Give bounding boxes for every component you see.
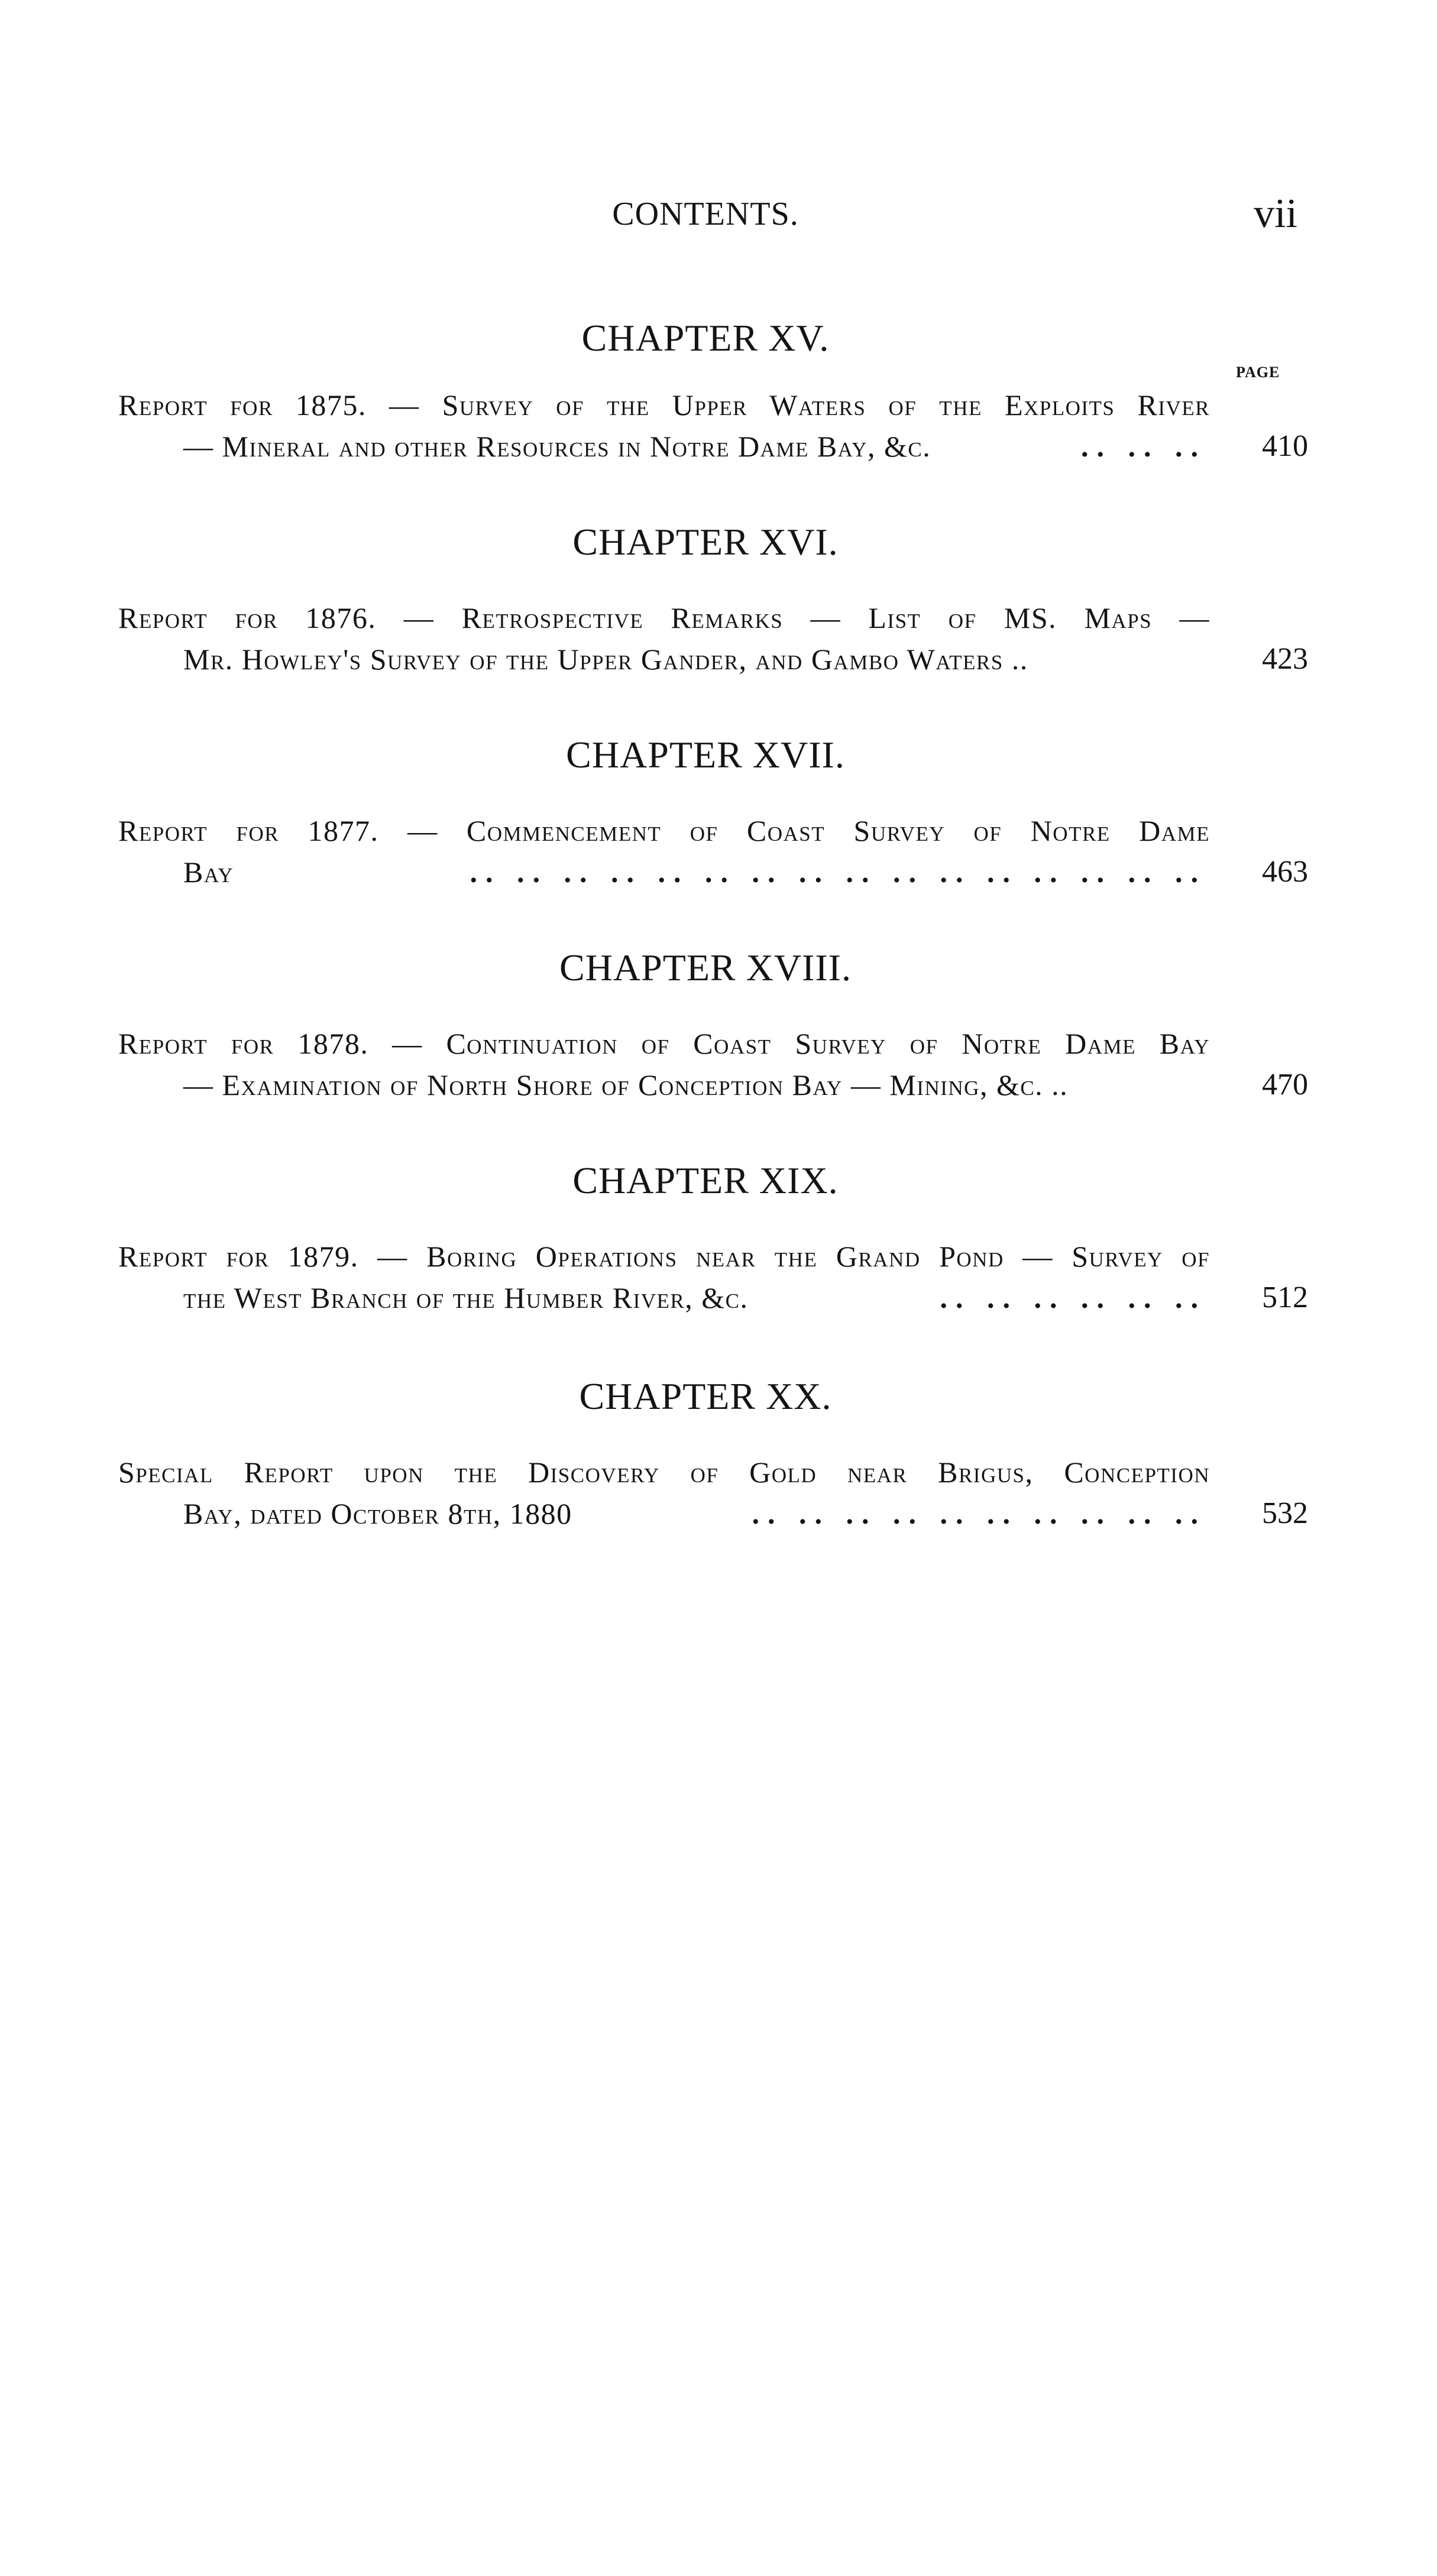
entry-title-continued: the West Branch of the Humber River, &c. xyxy=(183,1281,749,1314)
entry-title: Report for 1877. — Commencement of Coast Survey of Notre Dame xyxy=(118,814,1210,847)
entry-line xyxy=(118,851,1308,893)
entry-title: Special Report upon the Discovery of Gold near Brigus, Conception xyxy=(118,1456,1210,1489)
entry-page-number: 470 xyxy=(1262,1068,1308,1101)
page-folio: vii xyxy=(1254,191,1297,236)
dot-leaders: .. .. .. .. .. .. .. .. .. .. .. .. .. .. .. .. xyxy=(470,856,1206,889)
running-head xyxy=(118,191,1297,248)
dot-leaders: .. .. .. .. .. .. .. .. .. .. xyxy=(752,1497,1206,1530)
entry-line xyxy=(118,639,1308,680)
entry-line xyxy=(118,426,1308,467)
toc-entry[interactable] xyxy=(118,810,1308,893)
chapter-heading: CHAPTER XV. xyxy=(581,317,830,359)
entry-line xyxy=(118,597,1301,639)
toc-entry[interactable] xyxy=(118,384,1308,467)
entry-page-number: 532 xyxy=(1262,1496,1308,1530)
toc-entry[interactable] xyxy=(118,1451,1308,1534)
entry-line xyxy=(118,1023,1301,1064)
dot-leaders: .. .. .. .. .. .. xyxy=(940,1281,1206,1314)
toc-entry[interactable] xyxy=(118,1023,1308,1106)
chapter-heading: CHAPTER XVII. xyxy=(566,734,845,776)
entry-line xyxy=(118,1064,1308,1106)
chapter-heading: CHAPTER XVIII. xyxy=(559,947,852,989)
page-column-label: PAGE xyxy=(1236,364,1280,381)
chapter-heading: CHAPTER XX. xyxy=(579,1375,832,1417)
entry-page-number: 463 xyxy=(1262,855,1308,889)
entry-line xyxy=(118,1493,1308,1534)
entry-line xyxy=(118,1236,1301,1277)
toc-entry[interactable] xyxy=(118,597,1308,680)
entry-line xyxy=(118,1277,1308,1318)
entry-title-continued: Bay, dated October 8th, 1880 xyxy=(183,1497,572,1530)
entry-title-continued: — Examination of North Shore of Conception Bay — Mining, &c. .. xyxy=(183,1068,1069,1101)
chapter-heading: CHAPTER XIX. xyxy=(572,1159,839,1201)
entry-line xyxy=(118,1451,1301,1493)
entry-title-continued: Mr. Howley's Survey of the Upper Gander, and Gambo Waters .. xyxy=(183,643,1028,676)
entry-page-number: 512 xyxy=(1262,1281,1308,1314)
entry-title: Report for 1879. — Boring Operations near the Grand Pond — Survey of xyxy=(118,1240,1210,1273)
running-title: CONTENTS. xyxy=(612,196,799,232)
chapter-heading: CHAPTER XVI. xyxy=(572,521,839,563)
entry-page-number: 423 xyxy=(1262,642,1308,676)
entry-title: Report for 1876. — Retrospective Remarks — List of MS. Maps — xyxy=(118,601,1210,634)
toc-entry[interactable] xyxy=(118,1236,1308,1318)
entry-title: Report for 1875. — Survey of the Upper Waters of the Exploits River xyxy=(118,388,1210,422)
entry-title-continued: Bay xyxy=(183,856,234,889)
entry-page-number: 410 xyxy=(1262,429,1308,463)
entry-title: Report for 1878. — Continuation of Coast Survey of Notre Dame Bay xyxy=(118,1027,1210,1060)
dot-leaders: .. .. .. xyxy=(1081,430,1206,463)
entry-title-continued: — Mineral and other Resources in Notre Dame Bay, &c. xyxy=(183,430,931,463)
entry-line xyxy=(118,384,1301,426)
entry-line xyxy=(118,810,1301,851)
